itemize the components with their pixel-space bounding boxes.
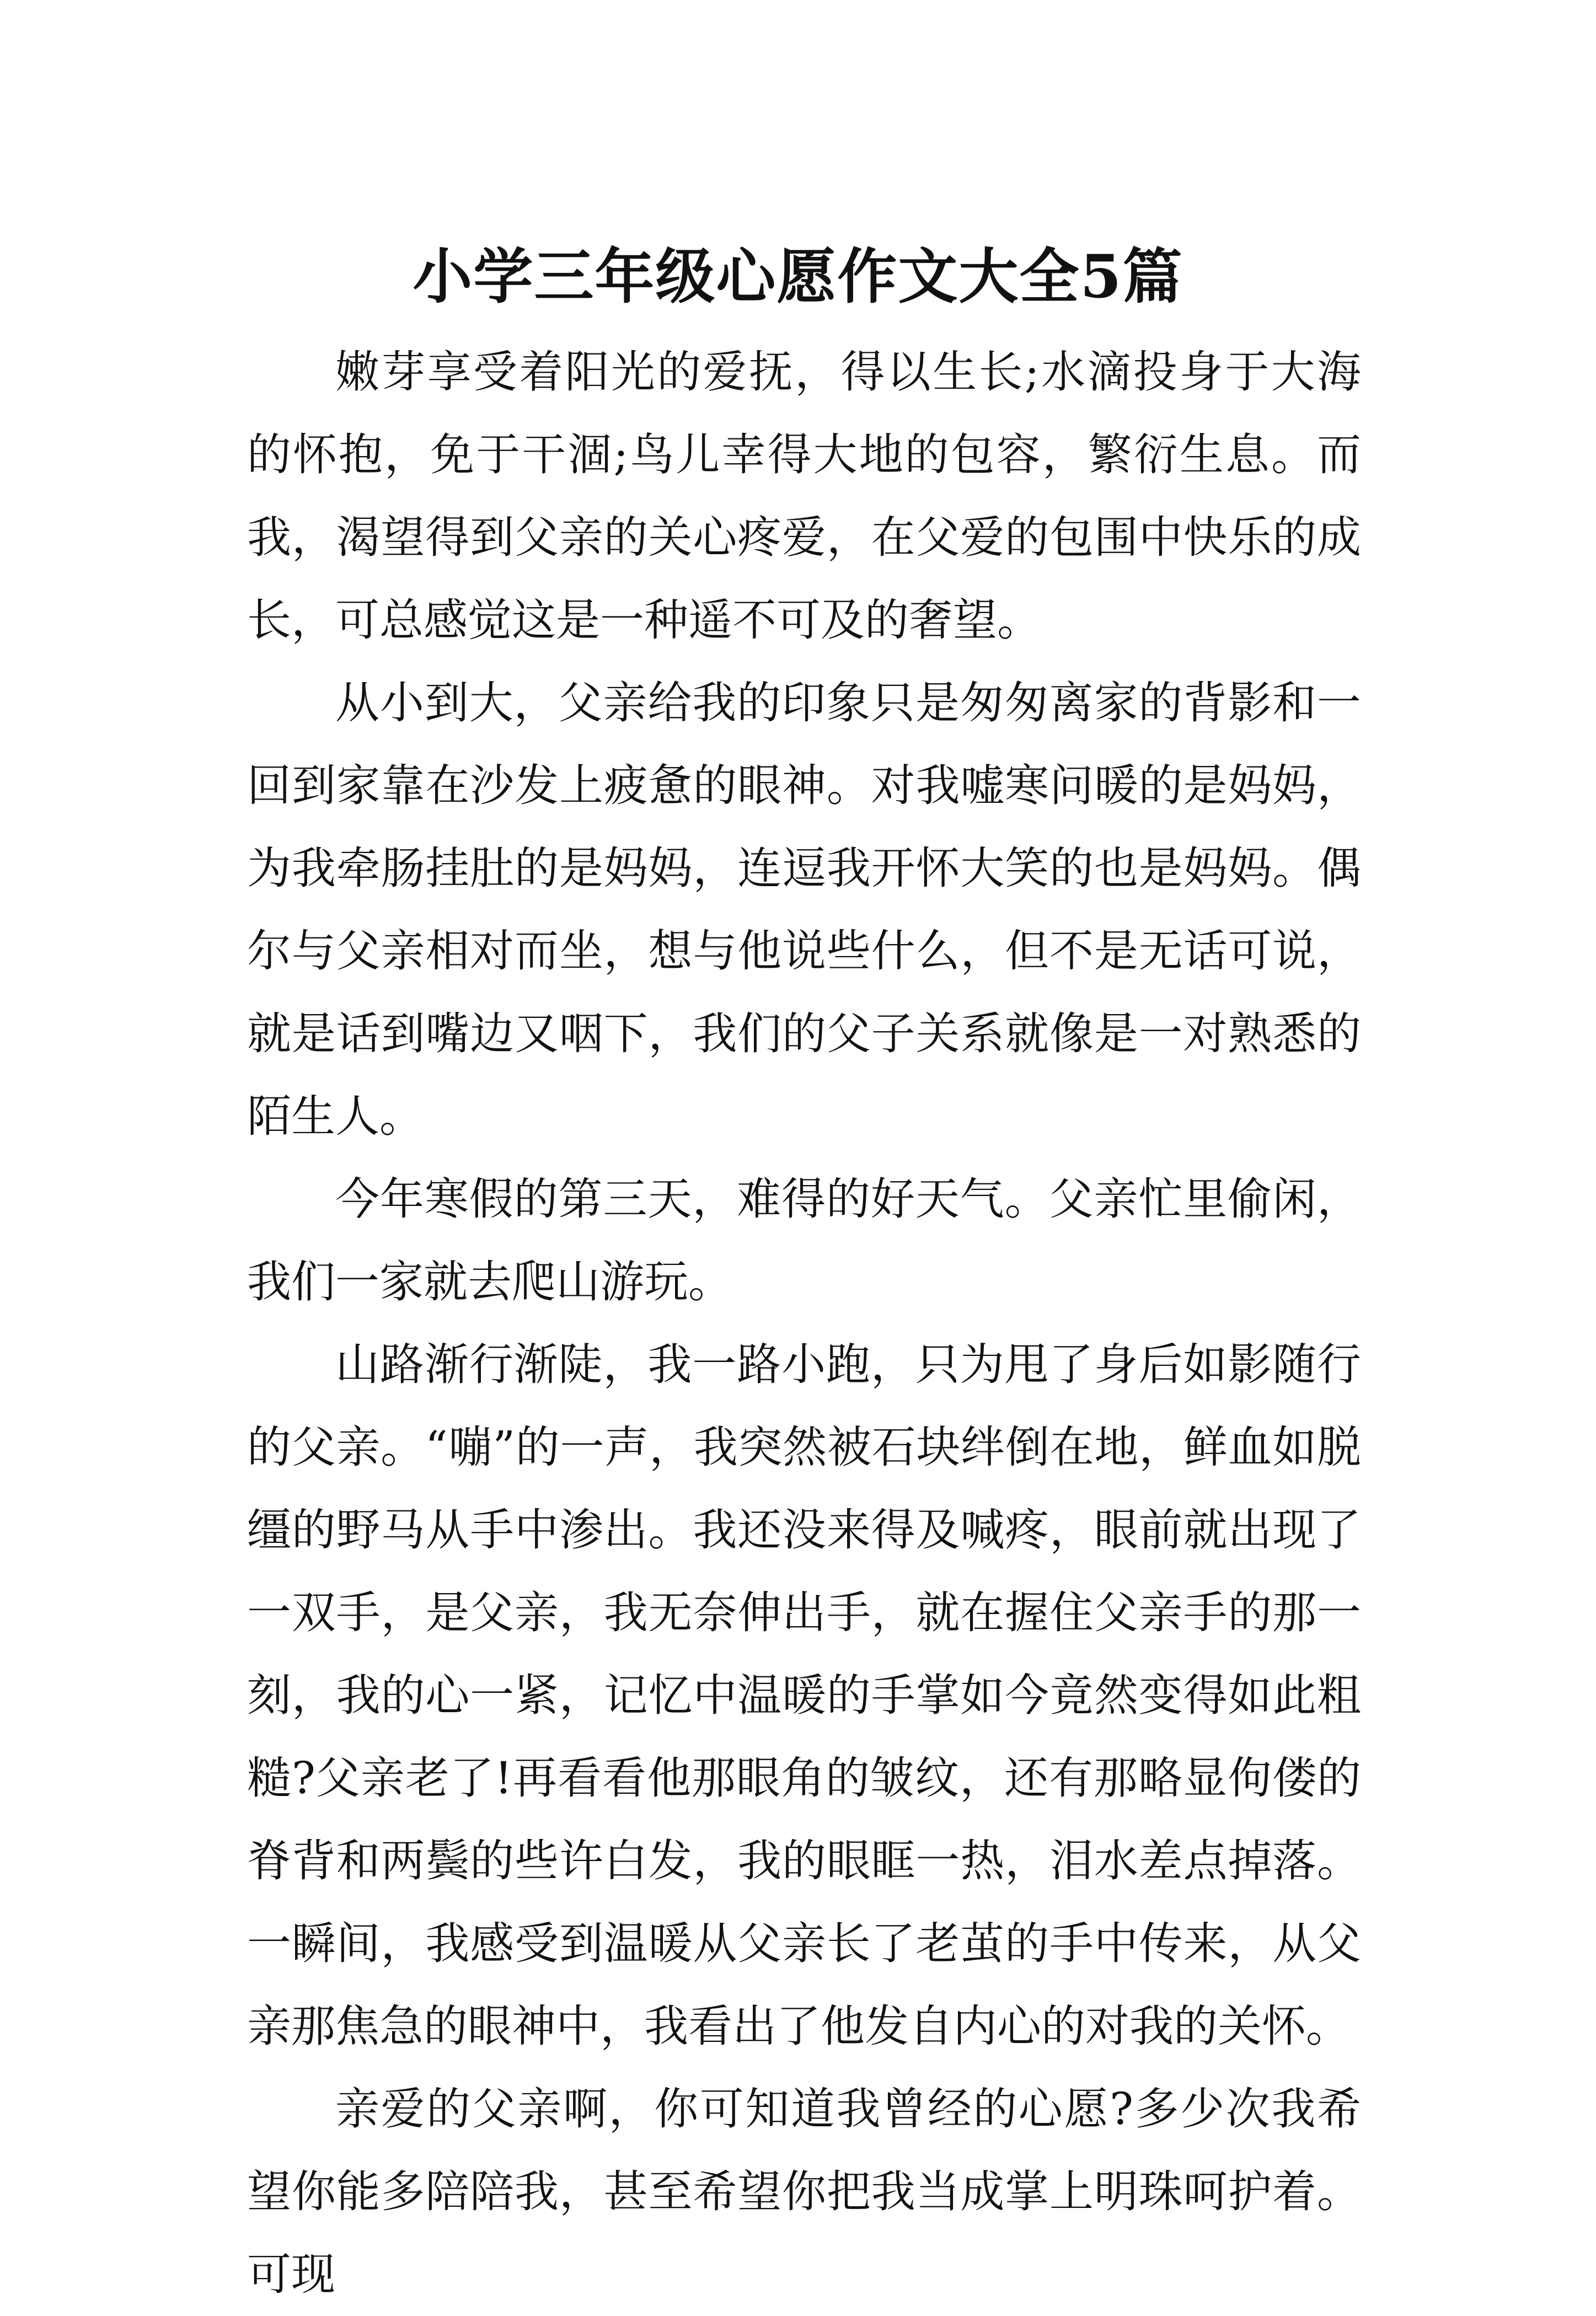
document-title: 小学三年级心愿作文大全5篇 [413, 242, 1183, 312]
document-body [247, 331, 1361, 2316]
paragraph: 亲爱的父亲啊，你可知道我曾经的心愿?多少次我希望你能多陪陪我，甚至希望你把我当成掌上明珠呵护着。可现 [247, 2083, 1361, 2300]
paragraph: 今年寒假的第三天，难得的好天气。父亲忙里偷闲，我们一家就去爬山游玩。 [247, 1173, 1361, 1307]
paragraph: 嫩芽享受着阳光的爱抚，得以生长;水滴投身于大海的怀抱，免于干涸;鸟儿幸得大地的包容，繁衍生息。而我，渴望得到父亲的关心疼爱，在父爱的包围中快乐的成长，可总感觉这是一种遥不可及的奢望。 [247, 346, 1361, 646]
paragraph: 从小到大，父亲给我的印象只是匆匆离家的背影和一回到家靠在沙发上疲惫的眼神。对我嘘寒问暖的是妈妈，为我牵肠挂肚的是妈妈，连逗我开怀大笑的也是妈妈。偶尔与父亲相对而坐，想与他说些什么，但不是无话可说，就是话到嘴边又咽下，我们的父子关系就像是一对熟悉的陌生人。 [247, 677, 1361, 1142]
paragraph: 山路渐行渐陡，我一路小跑，只为甩了身后如影随行的父亲。“嘣”的一声，我突然被石块绊倒在地，鲜血如脱缰的野马从手中渗出。我还没来得及喊疼，眼前就出现了一双手，是父亲，我无奈伸出手，就在握住父亲手的那一刻，我的心一紧，记忆中温暖的手掌如今竟然变得如此粗糙?父亲老了!再看看他那眼角的皱纹，还有那略显佝偻的脊背和两鬓的些许白发，我的眼眶一热，泪水差点掉落。一瞬间，我感受到温暖从父亲长了老茧的手中传来，从父亲那焦急的眼神中，我看出了他发自内心的对我的关怀。 [247, 1339, 1361, 2052]
